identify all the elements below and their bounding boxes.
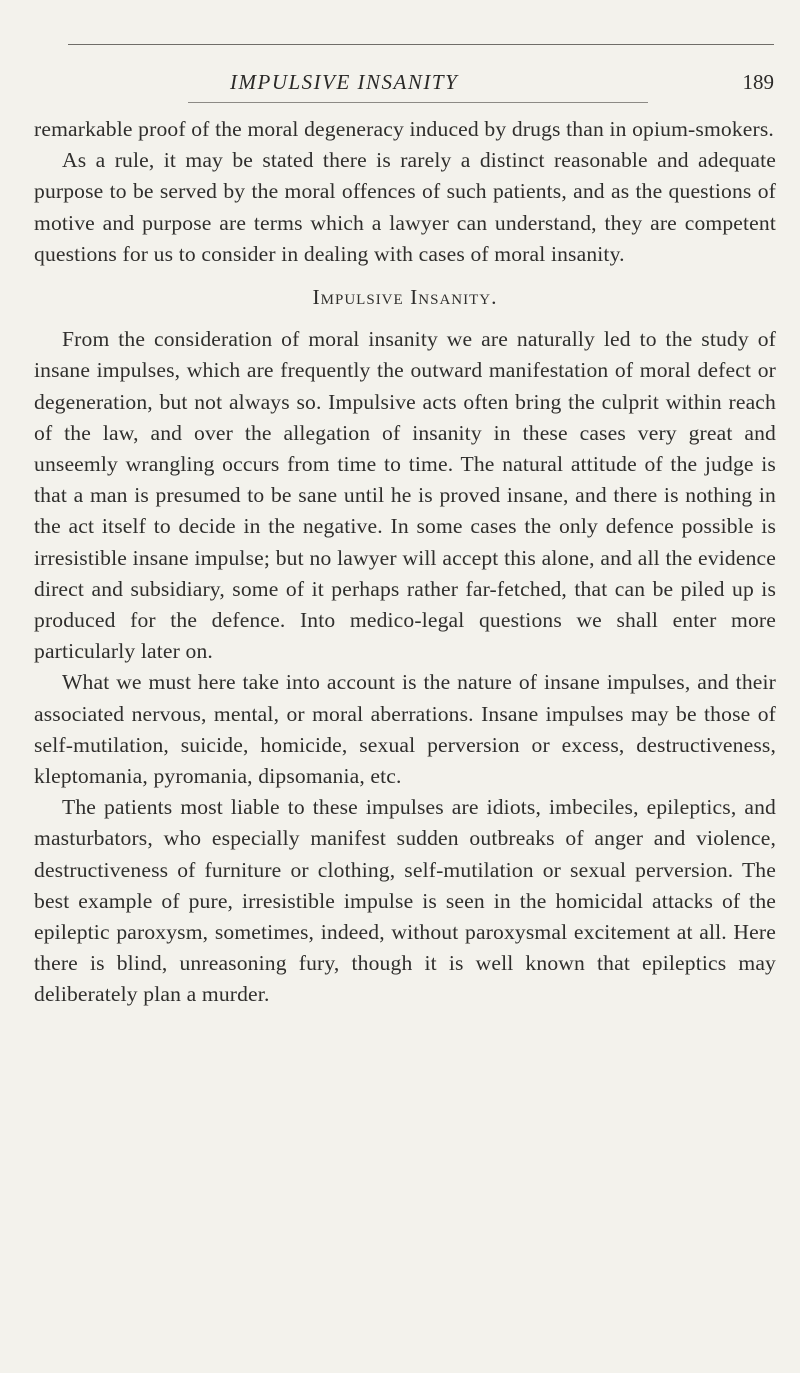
- running-head-title: IMPULSIVE INSANITY: [230, 70, 459, 94]
- paragraph-moral-offences: As a rule, it may be stated there is rarely a distinct reasonable and adequate purpose to be served by the moral offences of such patients, and as the questions of motive and purpose are terms which a lawyer can understand, they are competent questions for us to consider in dealing with cases of moral insanity.: [34, 148, 776, 266]
- section-heading: Impulsive Insanity.: [312, 285, 498, 310]
- body-text: [34, 114, 776, 1011]
- running-head: [68, 44, 774, 104]
- paragraph-nature-of-impulses: What we must here take into account is the nature of insane impulses, and their associated nervous, mental, or moral aberrations. Insane impulses may be those of self-mutilation, suicide, homicide, sexual perversion or excess, destructiveness, kleptomania, pyromania, dipsomania, etc.: [34, 670, 776, 789]
- top-rule: [68, 44, 774, 45]
- paragraph-insane-impulses: From the consideration of moral insanity we are naturally led to the study of insane impulses, which are frequently the outward manifestation of moral defect or degeneration, but not always so. Impulsive acts often bring the culprit within reach of the law, and over the allegation of insanity in these cases very great and unseemly wrangling occurs from time to time. The natural attitude of the judge is that a man is presumed to be sane until he is proved insane, and there is nothing in the act itself to decide in the negative. In some cases the only defence possible is irresistible insane impulse; but no lawyer will accept this alone, and all the evidence direct and subsidiary, some of it perhaps rather far-fetched, that can be piled up is produced for the defence. Into medico-legal questions we shall enter more particularly later on.: [34, 327, 776, 664]
- page-number: 189: [742, 70, 774, 94]
- header-underline-rule: [188, 102, 648, 103]
- paragraph-patients-liable: The patients most liable to these impulses are idiots, imbeciles, epileptics, and masturbators, who especially manifest sudden outbreaks of anger and violence, destructiveness of furniture or clothing, self-mutilation or sexual perversion. The best example of pure, irresistible impulse is seen in the homicidal attacks of the epileptic paroxysm, sometimes, indeed, without paroxysmal excitement at all. Here there is blind, unreasoning fury, though it is well known that epileptics may deliberately plan a murder.: [34, 795, 776, 1007]
- paragraph-continuation: remarkable proof of the moral degeneracy induced by drugs than in opium-smokers.: [34, 117, 774, 141]
